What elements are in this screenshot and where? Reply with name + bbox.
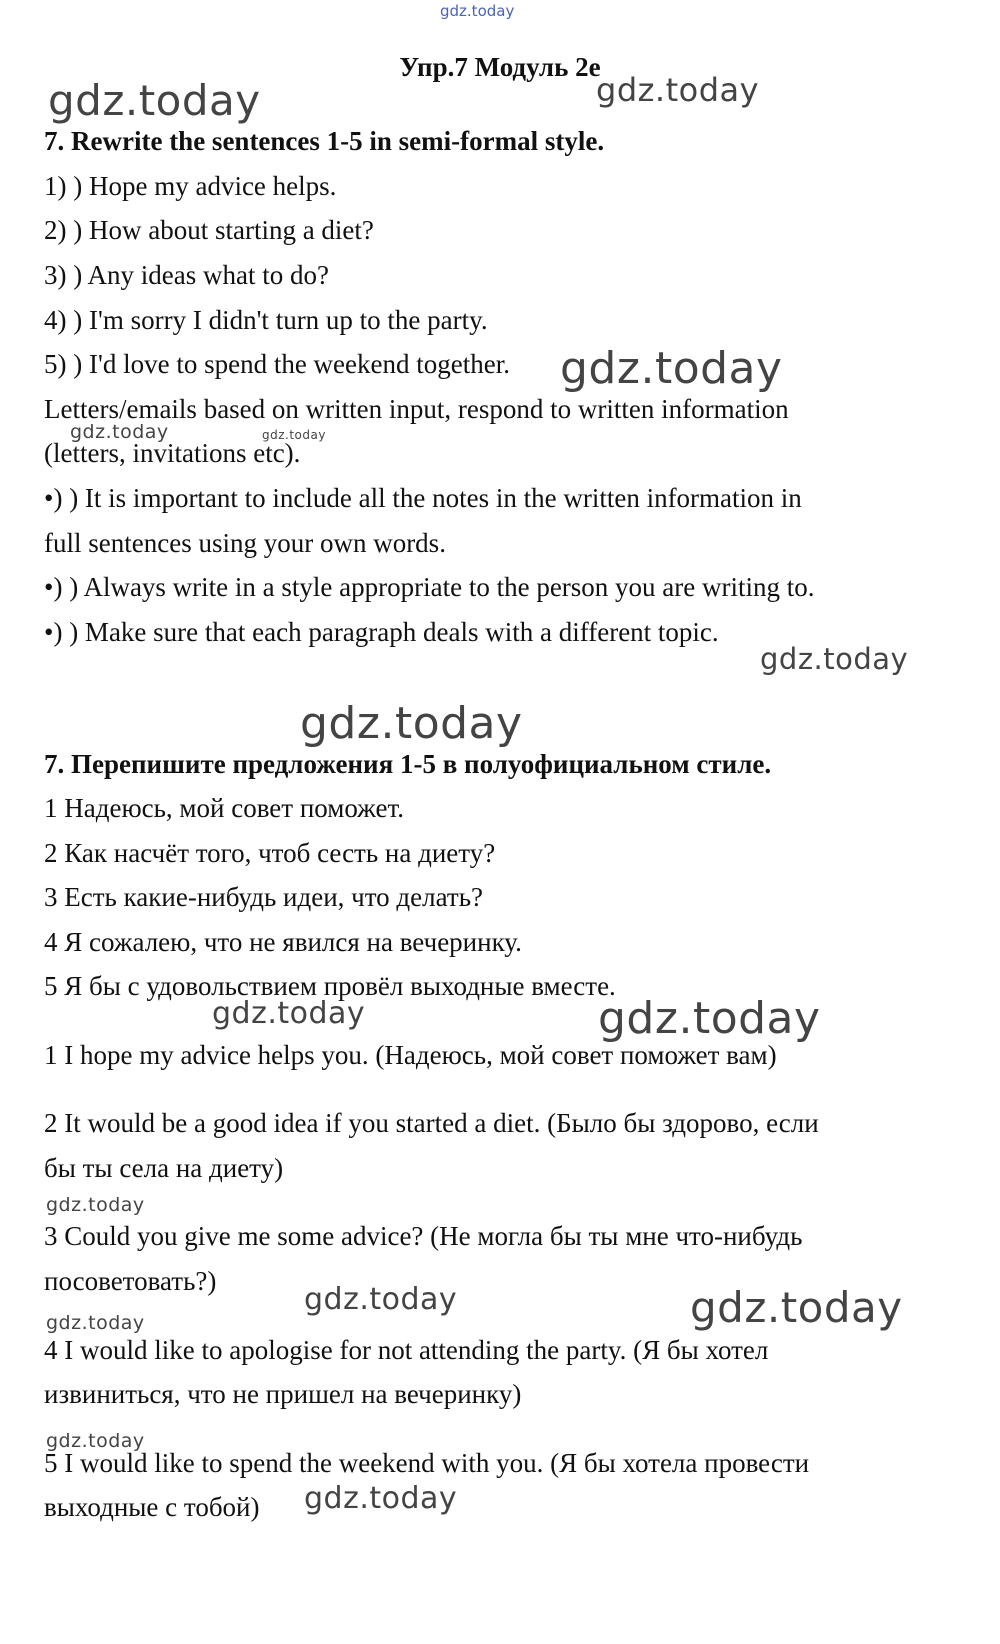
letters-line: (letters, invitations etc). bbox=[44, 438, 301, 468]
watermark: gdz.today bbox=[212, 996, 366, 1031]
letters-line: Letters/emails based on written input, respond to written information bbox=[44, 394, 789, 424]
answer-4-cont: извиниться, что не пришел на вечеринку) bbox=[44, 1379, 522, 1409]
watermark-top: gdz.today bbox=[440, 2, 515, 20]
answer-2: 2 It would be a good idea if you started a diet. (Было бы здорово, если bbox=[44, 1108, 819, 1138]
watermark: gdz.today bbox=[70, 421, 169, 443]
english-sentence: 4) ) I'm sorry I didn't turn up to the party. bbox=[44, 305, 488, 335]
watermark: gdz.today bbox=[300, 698, 523, 749]
russian-sentence: 2 Как насчёт того, чтоб сесть на диету? bbox=[44, 838, 496, 868]
watermark: gdz.today bbox=[262, 428, 326, 442]
answer-5-cont: выходные с тобой) bbox=[44, 1492, 260, 1522]
watermark: gdz.today bbox=[760, 642, 909, 676]
bullet-item: full sentences using your own words. bbox=[44, 528, 446, 558]
watermark: gdz.today bbox=[304, 1481, 458, 1516]
english-sentence: 1) ) Hope my advice helps. bbox=[44, 171, 337, 201]
watermark: gdz.today bbox=[46, 1194, 145, 1216]
page-title: Упр.7 Модуль 2е bbox=[399, 52, 601, 82]
russian-heading: 7. Перепишите предложения 1-5 в полуофициальном стиле. bbox=[44, 749, 772, 779]
answer-2-cont: бы ты села на диету) bbox=[44, 1153, 284, 1183]
answer-3: 3 Could you give me some advice? (Не могла бы ты мне что-нибудь bbox=[44, 1221, 803, 1251]
watermark: gdz.today bbox=[304, 1282, 458, 1317]
watermark: gdz.today bbox=[48, 76, 261, 125]
russian-sentence: 3 Есть какие-нибудь идеи, что делать? bbox=[44, 882, 484, 912]
english-sentence: 3) ) Any ideas what to do? bbox=[44, 260, 329, 290]
watermark: gdz.today bbox=[596, 71, 760, 109]
answer-5: 5 I would like to spend the weekend with you. (Я бы хотела провести bbox=[44, 1448, 810, 1478]
bullet-item: •) ) Always write in a style appropriate to the person you are writing to. bbox=[44, 572, 815, 602]
russian-sentence: 1 Надеюсь, мой совет поможет. bbox=[44, 793, 404, 823]
bullet-item: •) ) It is important to include all the notes in the written information in bbox=[44, 483, 802, 513]
answer-1: 1 I hope my advice helps you. (Надеюсь, мой совет поможет вам) bbox=[44, 1040, 777, 1070]
watermark: gdz.today bbox=[46, 1312, 145, 1334]
russian-sentence: 4 Я сожалею, что не явился на вечеринку. bbox=[44, 927, 522, 957]
answer-4: 4 I would like to apologise for not attending the party. (Я бы хотел bbox=[44, 1335, 769, 1365]
watermark: gdz.today bbox=[598, 993, 821, 1044]
watermark: gdz.today bbox=[560, 343, 783, 394]
bullet-item: •) ) Make sure that each paragraph deals with a different topic. bbox=[44, 617, 719, 647]
watermark: gdz.today bbox=[46, 1430, 145, 1452]
russian-sentence: 5 Я бы с удовольствием провёл выходные вместе. bbox=[44, 971, 616, 1001]
answer-3-cont: посоветовать?) bbox=[44, 1266, 217, 1296]
english-sentence: 5) ) I'd love to spend the weekend together. bbox=[44, 349, 510, 379]
english-heading: 7. Rewrite the sentences 1-5 in semi-formal style. bbox=[44, 126, 605, 156]
english-sentence: 2) ) How about starting a diet? bbox=[44, 215, 374, 245]
watermark: gdz.today bbox=[690, 1283, 903, 1332]
